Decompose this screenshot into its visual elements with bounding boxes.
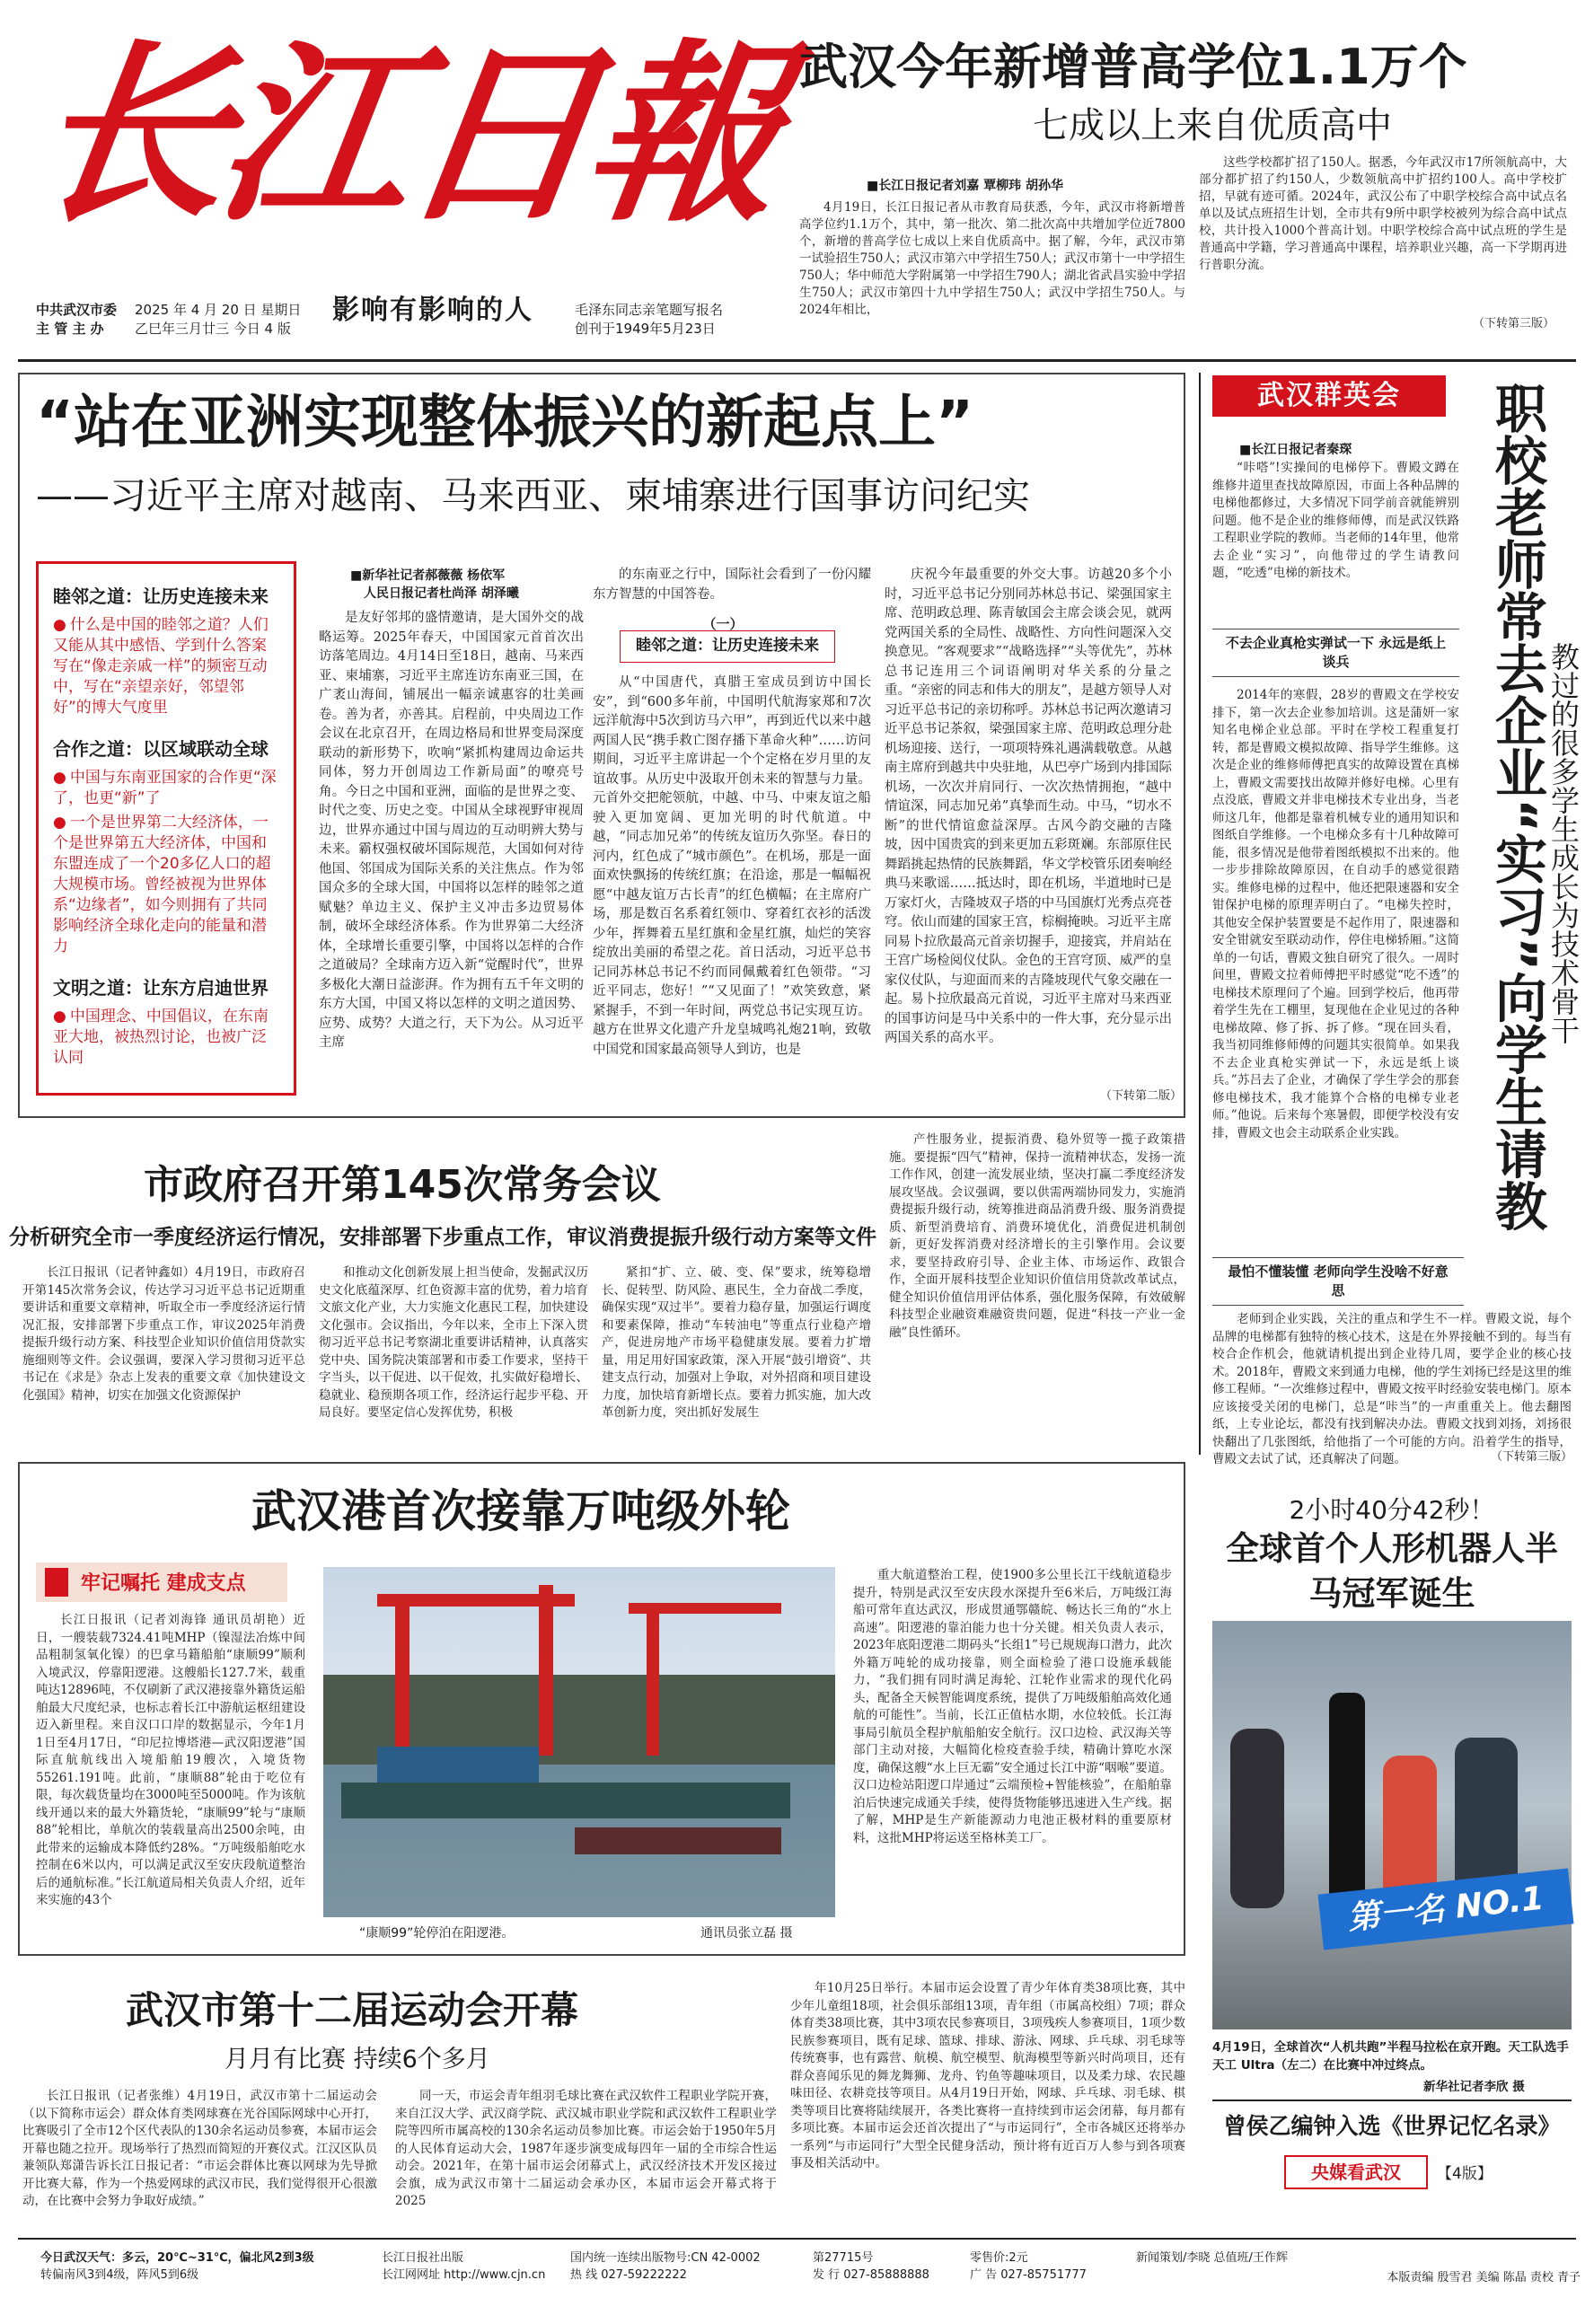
masthead-logo: 长江日報 xyxy=(20,21,788,248)
robot-caption: 4月19日，全球首次“人机共跑”半程马拉松在京开跑。天工队选手天工 Ultra（左二）在比赛中冲过终点。 xyxy=(1212,2040,1569,2073)
port-col1: 长江日报讯（记者刘海锋 通讯员胡艳）近日，一艘装载7324.41吨MHP（镍湿法冶炼中间品粗制氢氧化镍）的巴拿马籍船舶“康顺99”顺利入境武汉，停靠阳逻港。这艘船长127.7米，载重吨达12896吨，不仅刷新了武汉港接靠外籍货运船舶最大尺度纪录，也标志着长江中游航运枢纽建设迈入新里程。来自汉口口岸的数据显示，今年1月1日至4月17日，“印尼拉博塔港—武汉阳逻港”国际直航航线出入境船舶19艘次，入境货物55261.191吨。此前，“康顺88”轮由于吃位有限，每次载货量均在3000吨至5000吨。作为该航线开通以来的最大外籍货轮，“康顺99”轮与“康顺88”轮相比，单航次的装载量高出2500余吨，由此带来的运输成本降低约28%。“万吨级船舶吃水控制在6米以内，可以满足武汉至安庆段航道整治后的通航标准。”长江航道局相关负责人介绍，近年来实施的43个 xyxy=(36,1613,305,1907)
games-subhead: 月月有比赛 持续6个多月 xyxy=(225,2046,490,2073)
memory-headline: 曾侯乙编钟入选《世界记忆名录》 xyxy=(1223,2113,1561,2139)
lead-headline: “站在亚洲实现整体振兴的新起点上” xyxy=(36,390,974,456)
feature-subhead-1: 不去企业真枪实弹试一下 永远是纸上谈兵 xyxy=(1212,629,1459,677)
memory-tag: 央媒看武汉 xyxy=(1284,2155,1428,2189)
ship xyxy=(341,1783,790,1818)
finish-banner: 第一名 NO.1 xyxy=(1318,1869,1574,1950)
top-story-subhead: 七成以上来自优质高中 xyxy=(1033,105,1392,146)
top-story-continued: （下转第三版） xyxy=(1473,317,1555,330)
column-tag: 武汉群英会 xyxy=(1212,375,1446,417)
footer-editors-1: 新闻策划/李晓 总值班/王作辉 xyxy=(1136,2251,1288,2265)
port-headline: 武汉港首次接靠万吨级外轮 xyxy=(251,1485,790,1537)
feature-continued: （下转第三版） xyxy=(1491,1450,1573,1464)
masthead-rule xyxy=(18,359,1576,362)
meeting-col1: 长江日报讯（记者钟鑫如）4月19日，市政府召开第145次常务会议，传达学习习近平总书记近期重要讲话和重要文章精神，听取全市一季度经济运行情况汇报，安排部署下步重点工作，审议2025年消费提振升级行动方案、科技型企业知识价值信用贷款实施细则等文件。会议强调，要深入学习贯彻习近平总书记在《求是》杂志上发表的重要文章《加快建设文化强国》精神，切实在加强文化资源保护 xyxy=(22,1265,305,1403)
lead-col3: 庆祝今年最重要的外交大事。访越20多个小时，习近平总书记分别同苏林总书记、梁强国家主席、范明政总理、陈青敏国会主席会谈会见，就两党两国关系的全局性、战略性、方向性问题深入交换意见。“客观要求”“战略选择”“头等优先”，苏林总书记连用三个词语阐明对华关系的分量之重。“亲密的同志和伟大的朋友”，是越方领导人对习近平总书记的亲切称呼。苏林总书记两次邀请习近平总书记茶叙，梁强国家主席、范明政总理分赴机场迎接、送行，一项项特殊礼遇满载敬意。从越南主席府到越共中央驻地，从巴亭广场到内排国际机场，一次次并肩同行、一次次热情拥抱，“越中情谊深，同志加兄弟”真挚而生动。中马，“切水不断”的世代情谊愈益深厚。古风今韵交融的吉隆坡，因中国贵宾的到来更加五彩斑斓。东部原住民舞蹈挑起热情的民族舞蹈，华文学校管乐团奏响经典马来歌谣……抵达时，即在机场，半道地时已是万家灯火，吉隆坡双子塔的中马国旗灯光秀点亮苍穹。依山而建的国家王宫，棕榈掩映。习近平主席同易卜拉欣最高元首亲切握手，迎接宾，并肩站在王宫广场检阅仪仗队。金色的王宫穹顶、威严的皇家仪仗队，与迎面而来的吉隆坡现代气象交融在一起。易卜拉欣最高元首说，习近平主席对马来西亚的国事访问是马中关系中的一件大事，充分显示出两国关系的高水平。 xyxy=(885,568,1172,1045)
games-headline: 武汉市第十二届运动会开幕 xyxy=(126,1988,579,2032)
sidebar-title-3: 文明之道：让东方启迪世界 xyxy=(53,977,269,999)
sidebar-point-4: ● 中国理念、中国倡议，在东南亚大地，被热烈讨论，也被广泛认同 xyxy=(53,1007,279,1069)
issue-date: 2025 年 4 月 20 日 星期日 xyxy=(135,302,302,318)
lunar-date: 乙巳年三月廿三 今日 4 版 xyxy=(135,321,291,337)
games-col3: 年10月25日举行。本届市运会设置了青少年体育类38项比赛，其中少年儿童组18项，社会俱乐部组13项，青年组（市属高校组）7项；群众体育类38项比赛，其中3项农民参赛项目，3项残疾人参赛项目，1项少数民族参赛项目，既有足球、篮球、排球、游泳、网球、乒乓球、羽毛球等传统赛事，也有露营、航模、航空模型、航海模型等新兴时尚项目，还有群众喜闻乐见的舞龙舞狮、龙舟、钓鱼等趣味项目，以及柔力球、农民趣味田径、农耕竞技等项目。从4月19日开始，网球、乒乓球、羽毛球、棋类等项目比赛将陆续展开，各类比赛将一直持续到市运会闭幕，每月都有多项比赛。本届市运会还首次提出了“与市运同行”，全市各城区还将举办一系列“与市运同行”大型全民健身活动，预计将有近百万人参与到各项赛事及相关活动中。 xyxy=(790,1981,1185,2170)
lead-subhead: ——习近平主席对越南、马来西亚、柬埔寨进行国事访问纪实 xyxy=(36,474,1030,517)
robot-figure xyxy=(1329,1693,1365,1908)
feature-subhead-2: 最怕不懂装懂 老师向学生没啥不好意思 xyxy=(1212,1257,1464,1306)
lead-byline-2: 人民日报记者杜尚泽 胡泽曦 xyxy=(364,586,519,601)
section-title: 睦邻之道：让历史连接未来 xyxy=(620,630,835,663)
lead-col2: 从“中国唐代，真腊王室成员到访中国长安”，到“600多年前，中国明代航海家郑和7次远洋航海中5次到访马六甲”，再到近代以来中越两国人民“携手救亡图存播下革命火种”……访问期间，习近平主席讲起一个个定格在岁月里的友谊故事。从历史中汲取开创未来的智慧与力量。元首外交把舵领航，中越、中马、中柬友谊之船驶入更加宽阔、更加光明的时代航道。中越，“同志加兄弟”的传统友谊历久弥坚。春日的河内，红色成了“城市颜色”。在机场，那是一面面欢快飘扬的传统红旗；在沿途，那是一幅幅祝愿“中越友谊万古长青”的红色横幅；在主席府广场，那是数百名系着红领巾、穿着红衣衫的活泼少年，挥舞着五星红旗和金星红旗，灿烂的笑容绽放出美丽的希望之花。首日活动，习近平总书记同苏林总书记不约而同佩戴着红色领带。“习近平同志，您好！”“又见面了！”欢笑致意，紧紧握手，不到一年时间，两党总书记实现互访。越方在世界文化遗产升龙皇城鸣礼炮21响，致敬中国党和国家最高领导人到访，也是 xyxy=(593,675,871,1057)
section-number: （一） xyxy=(702,616,744,632)
robot-credit: 新华社记者李欣 摄 xyxy=(1423,2080,1525,2094)
lead-byline-1: ■新华社记者郝薇薇 杨依军 xyxy=(350,568,506,583)
footer-publisher: 长江日报社出版 长江网网址 http://www.cjn.cn xyxy=(382,2251,546,2282)
feature-byline: ■长江日报记者秦琛 xyxy=(1239,443,1352,457)
feature-text-2: 2014年的寒假，28岁的曹殿文在学校安排下，第一次去企业参加培训。这是蒲妍一家知名电梯企业总部。平时在学校工程重复打转，都是曹殿文模拟故障、指导学生维修。这次是企业的维修师傅把真实的故障设置在真梯上，曹殿文需要找出故障并修好电梯。心里有点没底，曹殿文并非电梯技术专业出身，当老师这几年，他都是靠着机械专业的通用知识和图纸自学维修。一个电梯众多有十几种故障可能，很多情况是他带着图纸模拟不出来的。他一步步排除故障原因，在自动手的感觉很踏实。维修电梯的过程中，他还把限速器和安全钳保护电梯的原理弄明白了。“电梯失控时，其他安全保护装置要是不起作用了，限速器和安全钳就安至联动动作，停住电梯轿厢。”这简单的一句话，曹殿文独自研究了很久。一周时间里，曹殿文拉着师傅把平时感觉“吃不透”的电梯技术原理问了个遍。回到学校后，他再带着学生先在工棚里，复现他在企业见过的各种电梯故障、修了拆、拆了修。“现在回头看，我当初同维修师傅的问题其实很简单。如果我不去企业真枪实弹试一下，永远是纸上谈兵。”苏吕去了企业，才确保了学生学会的那套修电梯技术，我才能算个合格的电梯专业老师。”他说。后来每个寒暑假，即便学校没有安排，曹殿文也会主动联系企业实践。 xyxy=(1212,688,1459,1140)
sidebar-point-3: ● 一个是世界第二大经济体，一个是世界第五大经济体，中国和东盟连成了一个20多亿人口的超大规模市场。曾经被视为世界体系“边缘者”，如今则拥有了共同影响经济全球化走向的能量和潜力 xyxy=(53,813,279,957)
top-story-col1: 4月19日，长江日报记者从市教育局获悉，今年，武汉市将新增普高学位约1.1万个，其中，第一批次、第二批次高中共增加学位近7800个，新增的普高学位七成以上来自优质高中。据了解，今年，武汉市第一试验招生750人；武汉市第六中学招生750人；武汉市第十一中学招生750人；华中师范大学附属第一中学招生790人；湖北省武昌实验中学招生750人；武汉市第四十九中学招生750人；武汉中学招生750人。与2024年相比， xyxy=(799,200,1185,317)
sidebar-title-1: 睦邻之道：让历史连接未来 xyxy=(53,585,269,607)
feature-text-1: “咔嗒”!实操间的电梯停下。曹殿文蹲在维修井道里查找故障原因，市面上各种品牌的电梯他都修过，大多情况下同学前音就能辨别问题。他不是企业的维修师傅，而是武汉铁路工程职业学院的教师。当老师的14年里，他常去企业“实习”，向他带过的学生请教问题，“吃透”电梯的新技术。 xyxy=(1212,461,1459,580)
lead-col1: 是友好邻邦的盛情邀请，是大国外交的战略运筹。2025年春天，中国国家元首首次出访落笔周边。4月14日至18日，越南、马来西亚、柬埔寨，习近平主席连访东南亚三国，在广袤山海间，铺展出一幅亲诚惠容的壮美画卷。善为者，亦善其。启程前，中央周边工作会议在北京召开，在周边格局和世界变局深度联动的新形势下，吹响“紧抓构建周边命运共同体，努力开创周边工作新局面”的嘹亮号角。今日之中国和亚洲，面临的是世界之变、时代之变、历史之变。中国从全球视野审视周边，世界亦通过中国与周边的互动明辨大势与未来。霸权强权破坏国际规范，大国如何对待他国、邻国成为国际关系的关注焦点。作为邻国众多的全球大国，中国将以怎样的睦邻之道赋魅？单边主义、保护主义冲击多边贸易体制，破坏全球经济体系。作为世界第二大经济体，全球增长重要引擎，中国将以怎样的合作之道破局？全球南方迈入新“觉醒时代”，世界多极化大潮日益澎湃。作为拥有五千年文明的东方大国，中国又将以怎样的文明之道因势、应势、成势？大道之行，天下为公。从习近平主席 xyxy=(319,611,584,1050)
founder-line-2: 创刊于1949年5月23日 xyxy=(575,321,716,337)
footer-price: 零售价:2元 广 告 027-85751777 xyxy=(970,2251,1087,2282)
founder-line-1: 毛泽东同志亲笔题写报名 xyxy=(575,302,724,318)
feature-headline: 职校老师常去企业“实习”向学生请教 xyxy=(1486,382,1547,1232)
robot-headline: 全球首个人形机器人半马冠军诞生 xyxy=(1226,1529,1558,1613)
lead-col2-intro: 的东南亚之行中，国际社会看到了一份闪耀东方智慧的中国答卷。 xyxy=(593,568,871,602)
footer-issn: 国内统一连续出版物号:CN 42-0002 热 线 027-59222222 xyxy=(570,2251,761,2282)
footer-weather: 今日武汉天气：多云，20℃~31℃，偏北风2到3级 转偏南风3到4级，阵风5到6级 xyxy=(40,2251,314,2282)
masthead-slogan: 影响有影响的人 xyxy=(332,295,533,326)
masthead-info xyxy=(36,295,790,355)
sidebar-point-1: ● 什么是中国的睦邻之道？人们又能从其中感悟、学到什么答案写在“像走亲戚一样”的频密互动中，写在“亲望亲好，邻望邻好”的博大气度里 xyxy=(53,615,279,718)
meeting-col4: 产性服务业，提振消费、稳外贸等一揽子政策措施。要提振“四气”精神，保持一流精神状态，发扬一流工作作风，创建一流发展业绩，坚决打赢二季度经济发展攻坚战。会议强调，要以供需两端协同发力，实施消费提振升级行动，统筹推进商品消费升级、服务消费提质、新型消费培育、消费环境优化，消费促进机制创新，更好发挥消费对经济增长的主引擎作用。会议要求，要坚持政府引导、企业主体、市场运作、政银合作，全面开展科技型企业知识价值信用贷款改革试点，健全知识价值信用评估体系，强化服务保障，有效破解科技型企业融资难融资贵问题，促进“科技一产业一金融”良性循环。 xyxy=(889,1132,1185,1340)
robot-pre: 2小时40分42秒！ xyxy=(1289,1495,1495,1525)
building-icon xyxy=(45,1568,68,1597)
lead-continued: （下转第二版） xyxy=(1100,1089,1183,1103)
sponsor-line-1: 中共武汉市委 xyxy=(36,302,118,318)
port-photo-caption: “康顺99”轮停泊在阳逻港。 xyxy=(359,1926,515,1941)
port-photo-credit: 通讯员张立磊 摄 xyxy=(700,1926,793,1941)
meeting-headline: 市政府召开第145次常务会议 xyxy=(144,1162,661,1208)
top-story-byline: ■长江日报记者刘嘉 覃柳玮 胡孙华 xyxy=(867,179,1063,193)
top-story-col2: 这些学校都扩招了150人。据悉，今年武汉市17所领航高中，大部分都扩招了约150人，少数领航高中扩招约100人。高中学校扩招，早就有迹可循。2024年，武汉公布了中职学校综合高中试点名单以及试点班招生计划，全市共有9所中职学校被列为综合高中试点校，共计投入1000个普高计划。中职学校综合高中试点班的学生是普通高中学籍，学习普通高中课程，培养职业兴趣，高一下学期再进行普职分流。 xyxy=(1199,155,1567,272)
meeting-col2: 和推动文化创新发展上担当使命，发掘武汉历史文化底蕴深厚、红色资源丰富的优势，着力培育文旅文化产业，大力实施文化惠民工程，加快建设文化强市。会议指出，今年以来，全市上下深入贯彻习近平总书记考察湖北重要讲话精神，认真落实党中央、国务院决策部署和市委工作要求，坚持干字当头，以干促进、以干促效，扎实做好稳增长、稳就业、稳预期各项工作，经济运行起步平稳、开局良好。要坚定信心发挥优势，积极 xyxy=(319,1265,588,1420)
footer-issue-no: 第27715号 发 行 027-85888888 xyxy=(813,2251,929,2282)
port-col2: 重大航道整治工程，使1900多公里长江干线航道稳步提升，特别是武汉至安庆段水深提升至6米后，万吨级江海船可常年直达武汉，形成贯通鄂赣皖、畅达长三角的“水上高速”。阳逻港的靠泊能力也十分关键。相关负责人表示，2023年底阳逻港二期码头“长组1”号已规规海口潜力，此次外籍万吨轮的成功接靠，则全面检验了港口设施承载能力，“我们拥有同时满足海轮、江轮作业需求的现代化码头，配备全天候智能调度系统，提供了万吨级船舶高效化通航的可能性”。当前，长江正值枯水期，水位较低。长江海事局引航员全程护航船舶安全航行。汉口边检、武汉海关等部门主动对接，大幅简化检疫查验手续，精确计算吃水深度，确保这艘“水上巨无霸”安全通过长江中游“咽喉”要道。汉口边检站阳逻口岸通过“云端预检+智能核验”，在船舶靠泊后快速完成通关手续，使得货物能够迅速进入生产线。据了解，MHP是生产新能源动力电池正极材料的重要原材料，这批MHP将运送至格林美工厂。 xyxy=(853,1568,1172,1845)
footer-editors-2: 本版责编 殷雪君 美编 陈晶 责校 青子 xyxy=(1387,2271,1581,2284)
robot-photo xyxy=(1212,1621,1572,2029)
memory-page: 【4版】 xyxy=(1437,2165,1493,2183)
feature-text-3: 老师到企业实践，关注的重点和学生不一样。曹殿文说，每个品牌的电梯都有独特的核心技术，这是在外界接触不到的。每当有校合企作机会，他就请机提出到企业待几周，要学企业的核心技术。2018年，曹殿文来到通力电梯，他的学生刘扬已经是这里的维修工程师。“一次维修过程中，曹殿文按平时经验安装电梯门。原本应该接受关闭的电梯门，总是“咔当”的一声重重关上。他去翻图纸，上专业论坛，都没有找到解决办法。曹殿文找到刘扬，刘扬很快翻出了几张图纸，给他指了一个可能的方向。沿着学生的指导，曹殿文去试了试，还真解决了问题。 xyxy=(1212,1312,1572,1466)
sponsor-line-2: 主 管 主 办 xyxy=(36,321,104,337)
sidebar-point-2: ● 中国与东南亚国家的合作更“深了，也更“新”了 xyxy=(53,768,279,809)
meeting-col3: 紧扣“扩、立、破、变、保”要求，统筹稳增长、促转型、防风险、惠民生，全力奋战二季度，确保实现“双过半”。要着力稳存量，加强运行调度和要素保障，推动“车转油电”等重点行业稳产增产，促进房地产市场平稳健康发展。要着力扩增量，用足用好国家政策，深入开展“鼓引增资”、共建支点行动，加强对上争取，对外招商和项目建设力度，加快培育新增长点。要着力抓实施，加大改革创新力度，突出抓好发展生 xyxy=(602,1265,871,1420)
crane xyxy=(395,1594,410,1756)
sidebar-title-2: 合作之道：以区域联动全球 xyxy=(53,738,269,760)
feature-kicker: 教过的很多学生成长为技术骨干 xyxy=(1546,642,1581,1044)
meeting-subhead: 分析研究全市一季度经济运行情况，安排部署下步重点工作，审议消费提振升级行动方案等文件 xyxy=(9,1226,876,1249)
lead-sidebar xyxy=(36,561,296,1096)
port-tag: 牢记嘱托 建成支点 xyxy=(36,1563,287,1602)
games-col2: 同一天，市运会青年组羽毛球比赛在武汉软件工程职业学院开赛，来自江汉大学、武汉商学院、武汉城市职业学院和武汉软件工程职业学院等四所市属高校的130余名运动员参加比赛。市运会始于1950年5月的人民体育运动大会，1987年逐步演变成每四年一届的全市综合性运动会。2021年，在第十届市运会闭幕式上，武汉经济技术开发区接过会旗，成为武汉市第十二届运动会承办区，本届市运会开幕式将于2025 xyxy=(395,2089,777,2208)
top-story-headline: 武汉今年新增普高学位1.1万个 xyxy=(799,39,1467,95)
games-col1: 长江日报讯（记者张维）4月19日，武汉市第十二届运动会（以下简称市运会）群众体育类网球赛在光谷国际网球中心开打，比赛吸引了全市12个区代表队的130余名运动员参赛，本届市运会开幕也随之拉开。现场举行了热烈而简短的开赛仪式。江汉区队员兼领队郑潇告诉长江日报记者：“市运会群体比赛以网球为先导掀开比赛大幕，作为一个热爱网球的武汉市民，我们觉得很开心很激动，在比赛中会努力争取好成绩。” xyxy=(22,2089,377,2208)
port-photo xyxy=(323,1567,835,1917)
